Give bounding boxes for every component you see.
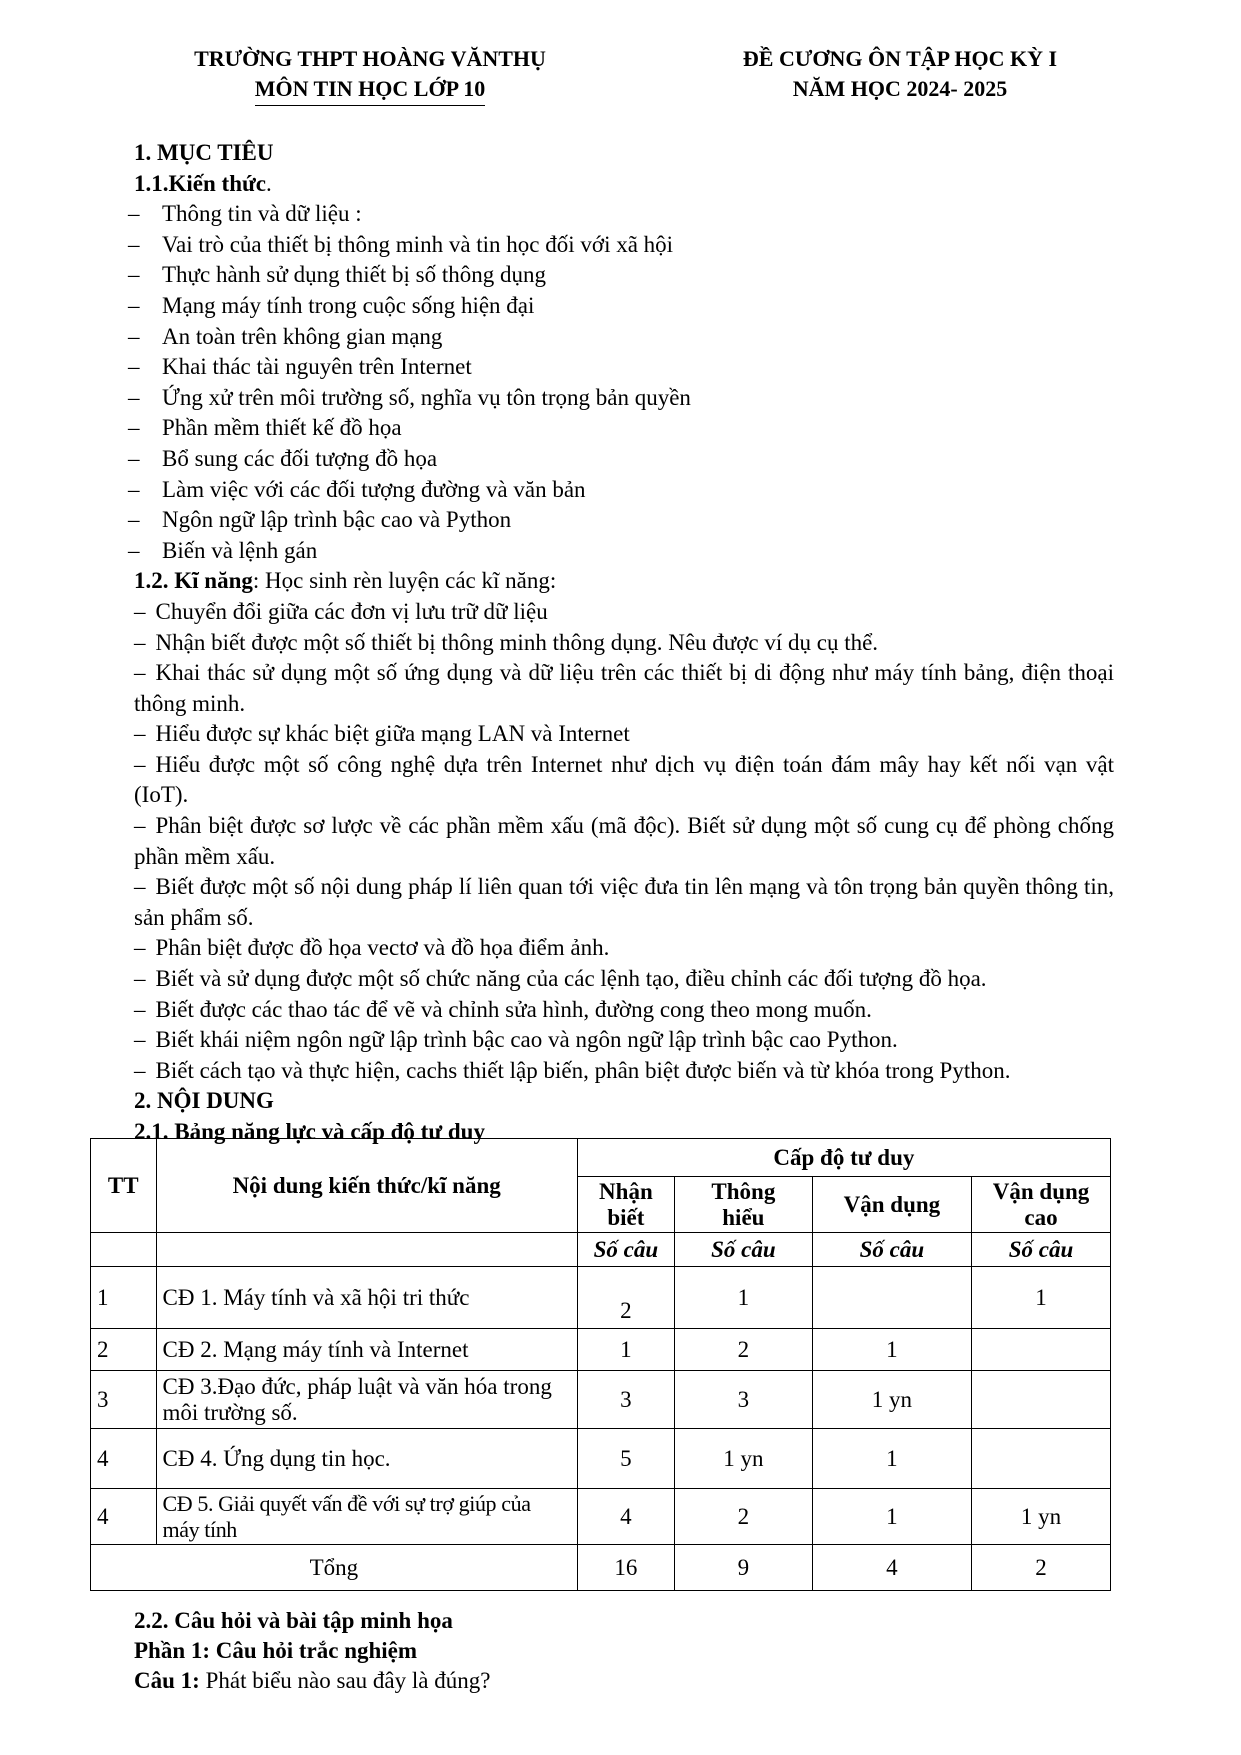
row-value: 1 <box>972 1267 1111 1329</box>
total-value: 9 <box>674 1545 812 1591</box>
knowledge-item-text: Biến và lệnh gán <box>162 537 318 563</box>
row-value: 1 <box>812 1329 971 1371</box>
table-row <box>91 1267 1111 1329</box>
total-value: 4 <box>812 1545 971 1591</box>
dash-bullet: – <box>134 1027 146 1053</box>
knowledge-item <box>128 291 1114 322</box>
knowledge-item <box>128 383 1114 414</box>
skill-item <box>134 750 1114 811</box>
table-row <box>91 1489 1111 1545</box>
dash-bullet: – <box>128 415 140 441</box>
school-header <box>150 44 590 106</box>
skills-heading: 1.2. Kĩ năng: Học sinh rèn luyện các kĩ năng: <box>134 568 557 594</box>
section-objectives-title: 1. MỤC TIÊU <box>134 140 274 165</box>
dash-bullet: – <box>134 721 146 747</box>
skill-item-text: Biết cách tạo và thực hiện, cachs thiết lập biến, phân biệt được biến và từ khóa trong Python. <box>155 1057 1011 1083</box>
row-value <box>972 1371 1111 1429</box>
total-label: Tổng <box>91 1545 578 1591</box>
dash-bullet: – <box>134 629 146 655</box>
skill-item <box>134 658 1114 719</box>
dash-bullet: – <box>134 813 146 839</box>
row-tt: 4 <box>91 1429 157 1489</box>
knowledge-item <box>128 230 1114 261</box>
part1-title: Phần 1: Câu hỏi trắc nghiệm <box>134 1638 418 1663</box>
examples-title: 2.2. Câu hỏi và bài tập minh họa <box>134 1608 453 1633</box>
dash-bullet: – <box>128 384 140 410</box>
skill-item <box>134 811 1114 872</box>
skill-item <box>134 872 1114 933</box>
dash-bullet: – <box>134 996 146 1022</box>
header-tt: TT <box>91 1139 157 1233</box>
header-level-group: Cấp độ tư duy <box>577 1139 1110 1177</box>
knowledge-item <box>128 199 1114 230</box>
row-value: 1 <box>812 1489 971 1545</box>
row-content: CĐ 2. Mạng máy tính và Internet <box>156 1329 577 1371</box>
row-value: 2 <box>674 1329 812 1371</box>
knowledge-item-text: Thông tin và dữ liệu : <box>162 201 362 227</box>
table-total-row <box>91 1545 1111 1591</box>
dash-bullet: – <box>134 935 146 961</box>
knowledge-item-text: An toàn trên không gian mạng <box>162 323 443 349</box>
knowledge-item <box>128 260 1114 291</box>
skill-item <box>134 597 1114 628</box>
row-tt: 2 <box>91 1329 157 1371</box>
knowledge-item <box>128 413 1114 444</box>
skill-item <box>134 719 1114 750</box>
knowledge-list <box>128 199 1114 566</box>
row-value: 1 <box>577 1329 674 1371</box>
row-value: 2 <box>674 1489 812 1545</box>
header-level-4: Vận dụng cao <box>972 1177 1111 1233</box>
question-1: Câu 1: Phát biểu nào sau đây là đúng? <box>134 1668 491 1693</box>
row-value: 5 <box>577 1429 674 1489</box>
school-year: NĂM HỌC 2024- 2025 <box>792 76 1008 101</box>
header-level-1: Nhận biết <box>577 1177 674 1233</box>
row-value: 1 yn <box>674 1429 812 1489</box>
header-level-2: Thông hiểu <box>674 1177 812 1233</box>
knowledge-heading: 1.1.Kiến thức. <box>134 170 272 196</box>
row-value: 1 yn <box>972 1489 1111 1545</box>
dash-bullet: – <box>128 507 140 533</box>
skill-item <box>134 1056 1114 1087</box>
dash-bullet: – <box>134 660 146 686</box>
section-content-title: 2. NỘI DUNG <box>134 1088 274 1114</box>
dash-bullet: – <box>134 598 146 624</box>
skill-item-text: Hiểu được một số công nghệ dựa trên Internet như dịch vụ điện toán đám mây hay kết nối vạn vật (IoT). <box>134 751 1114 808</box>
skill-item-text: Biết được các thao tác để vẽ và chỉnh sửa hình, đường cong theo mong muốn. <box>155 996 872 1022</box>
knowledge-item <box>128 505 1114 536</box>
table-row <box>91 1429 1111 1489</box>
skill-item <box>134 628 1114 659</box>
total-value: 16 <box>577 1545 674 1591</box>
knowledge-item-text: Mạng máy tính trong cuộc sống hiện đại <box>162 292 535 318</box>
row-value <box>972 1429 1111 1489</box>
dash-bullet: – <box>128 231 140 257</box>
skill-item-text: Phân biệt được đồ họa vectơ và đồ họa điểm ảnh. <box>155 935 610 961</box>
row-value: 4 <box>577 1489 674 1545</box>
dash-bullet: – <box>134 1057 146 1083</box>
knowledge-item <box>128 352 1114 383</box>
knowledge-item-text: Thực hành sử dụng thiết bị số thông dụng <box>162 262 546 288</box>
row-value <box>812 1267 971 1329</box>
subheader-count: Số câu <box>972 1233 1111 1267</box>
skill-item <box>134 964 1114 995</box>
dash-bullet: – <box>128 292 140 318</box>
dash-bullet: – <box>128 537 140 563</box>
knowledge-item-text: Ứng xử trên môi trường số, nghĩa vụ tôn trọng bản quyền <box>162 384 691 410</box>
row-tt: 1 <box>91 1267 157 1329</box>
dash-bullet: – <box>134 874 146 900</box>
knowledge-item-text: Khai thác tài nguyên trên Internet <box>162 354 472 380</box>
row-value: 2 <box>577 1267 674 1329</box>
row-value: 1 yn <box>812 1371 971 1429</box>
total-value: 2 <box>972 1545 1111 1591</box>
dash-bullet: – <box>128 445 140 471</box>
knowledge-item <box>128 322 1114 353</box>
skill-item-text: Khai thác sử dụng một số ứng dụng và dữ liệu trên các thiết bị di động như máy tính bảng, điện thoại thông minh. <box>134 660 1114 716</box>
header-content: Nội dung kiến thức/kĩ năng <box>156 1139 577 1233</box>
skill-item <box>134 933 1114 964</box>
dash-bullet: – <box>128 201 140 227</box>
dash-bullet: – <box>128 354 140 380</box>
skill-item <box>134 1025 1114 1056</box>
school-name: TRƯỜNG THPT HOÀNG VĂNTHỤ <box>194 46 546 71</box>
examples-section <box>134 1606 1114 1696</box>
knowledge-item-text: Vai trò của thiết bị thông minh và tin học đối với xã hội <box>162 231 674 257</box>
knowledge-item <box>128 475 1114 506</box>
skill-item-text: Biết được một số nội dung pháp lí liên quan tới việc đưa tin lên mạng và tôn trọng bản quyền thông tin, sản phẩm số. <box>134 874 1114 930</box>
row-value: 3 <box>577 1371 674 1429</box>
row-content: CĐ 5. Giải quyết vấn đề với sự trợ giúp của máy tính <box>156 1489 577 1545</box>
knowledge-item-text: Phần mềm thiết kế đồ họa <box>162 415 402 441</box>
row-content: CĐ 4. Ứng dụng tin học. <box>156 1429 577 1489</box>
document-title: ĐỀ CƯƠNG ÔN TẬP HỌC KỲ I <box>742 46 1058 71</box>
competency-table <box>90 1138 1111 1591</box>
row-value: 1 <box>812 1429 971 1489</box>
skill-item-text: Nhận biết được một số thiết bị thông minh thông dụng. Nêu được ví dụ cụ thể. <box>155 629 879 655</box>
skill-item <box>134 995 1114 1026</box>
skill-item-text: Biết và sử dụng được một số chức năng của các lệnh tạo, điều chỉnh các đối tượng đồ họa. <box>155 966 987 992</box>
subheader-count: Số câu <box>577 1233 674 1267</box>
knowledge-item-text: Ngôn ngữ lập trình bậc cao và Python <box>162 507 512 533</box>
row-value: 3 <box>674 1371 812 1429</box>
knowledge-item <box>128 444 1114 475</box>
header-level-3: Vận dụng <box>812 1177 971 1233</box>
subheader-count: Số câu <box>812 1233 971 1267</box>
table-title: 2.1. Bảng năng lực và cấp độ tư duy <box>134 1119 485 1144</box>
row-value: 1 <box>674 1267 812 1329</box>
skill-item-text: Chuyển đổi giữa các đơn vị lưu trữ dữ liệu <box>155 598 548 624</box>
knowledge-item <box>128 536 1114 567</box>
skills-list <box>134 597 1114 1087</box>
knowledge-item-text: Bổ sung các đối tượng đồ họa <box>162 445 438 471</box>
dash-bullet: – <box>134 966 146 992</box>
skill-item-text: Hiểu được sự khác biệt giữa mạng LAN và Internet <box>155 721 630 747</box>
knowledge-item-text: Làm việc với các đối tượng đường và văn bản <box>162 476 586 502</box>
subheader-count: Số câu <box>674 1233 812 1267</box>
skill-item-text: Biết khái niệm ngôn ngữ lập trình bậc cao và ngôn ngữ lập trình bậc cao Python. <box>155 1027 898 1053</box>
dash-bullet: – <box>128 323 140 349</box>
document-header <box>680 44 1120 104</box>
row-value <box>972 1329 1111 1371</box>
main-content <box>128 138 1114 1148</box>
row-tt: 3 <box>91 1371 157 1429</box>
table-row <box>91 1371 1111 1429</box>
table-row <box>91 1329 1111 1371</box>
dash-bullet: – <box>128 262 140 288</box>
dash-bullet: – <box>134 751 146 777</box>
row-tt: 4 <box>91 1489 157 1545</box>
row-content: CĐ 1. Máy tính và xã hội tri thức <box>156 1267 577 1329</box>
subject-name: MÔN TIN HỌC LỚP 10 <box>255 74 486 106</box>
row-content: CĐ 3.Đạo đức, pháp luật và văn hóa trong môi trường số. <box>156 1371 577 1429</box>
skill-item-text: Phân biệt được sơ lược về các phần mềm xấu (mã độc). Biết sử dụng một số cung cụ để phòng chống phần mềm xấu. <box>134 813 1114 869</box>
dash-bullet: – <box>128 476 140 502</box>
